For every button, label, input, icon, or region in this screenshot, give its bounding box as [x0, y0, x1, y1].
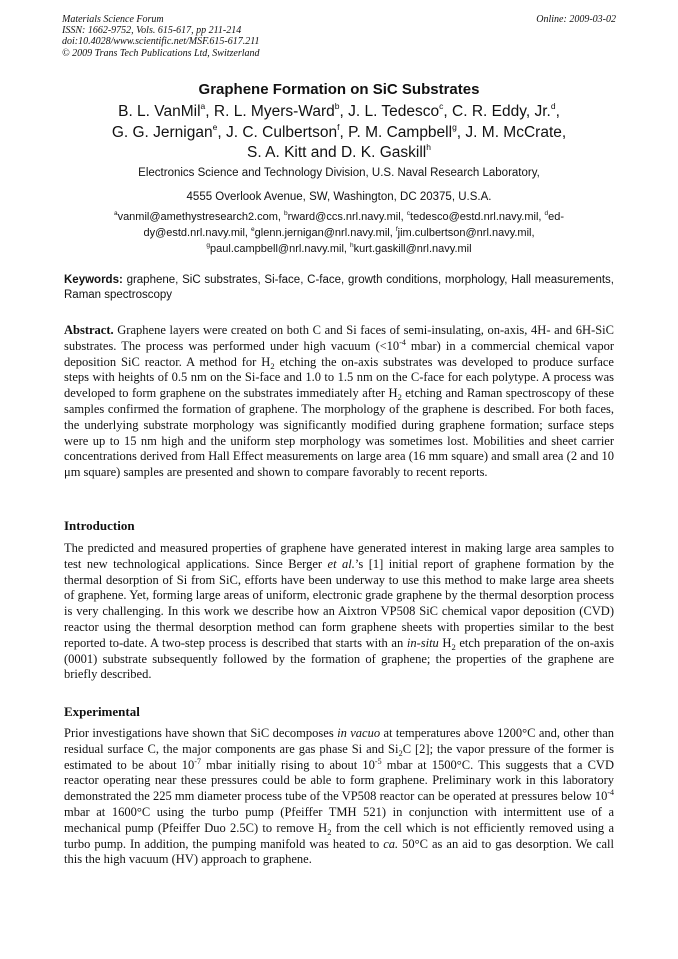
experimental-text: mbar initially rising to about 10 — [200, 757, 375, 772]
email-address: paul.campbell@nrl.navy.mil, — [210, 243, 347, 255]
affiliation-line-1: Electronics Science and Technology Division, U.S. Naval Research Laboratory, — [138, 167, 540, 179]
abstract-text: mbar) in a commercial chemical vapor deposition SiC reactor. A method for H — [64, 338, 614, 369]
experimental-subscript: 2 — [327, 826, 332, 837]
author: S. A. Kitt — [247, 144, 307, 161]
email-address: vanmil@amethystresearch2.com, — [117, 211, 281, 223]
affiliation-line-2: 4555 Overlook Avenue, SW, Washington, DC 20375, U.S.A. — [186, 191, 492, 203]
author-mark: g — [452, 121, 457, 132]
email-mark: f — [395, 226, 398, 233]
introduction-text: ’s [1] initial report of graphene formation by the thermal desorption of Si from SiC, efforts have been underway to use this method to make large area sheets of graphene. Yet, forming large areas of uniform, electronic grade graphene by the thermal desorption process is very challenging. In this work we describe how an Aixtron VP508 SiC chemical vapor deposition (CVD) reactor using the thermal desorption method can form graphene sheets with properties similar to the best reported to-date. A two-step process is described that starts with an — [64, 556, 614, 650]
journal-header — [62, 14, 616, 59]
introduction-text: etch preparation of the on-axis (0001) substrate subsequently followed by the formation of graphene; the properties of the graphene are briefly described. — [64, 635, 615, 682]
experimental-text: mbar at 1600°C using the turbo pump (Pfeiffer TMH 521) in conjunction with intermittent use of a mechanical pump (Pfeiffer Duo 2.5C) to remove H — [64, 804, 614, 835]
introduction-italic: et al. — [327, 556, 355, 571]
author: R. L. Myers-Ward — [213, 103, 335, 120]
keywords-block — [64, 273, 614, 303]
experimental-exponent: -4 — [607, 788, 614, 798]
copyright-line: © 2009 Trans Tech Publications Ltd, Switzerland — [62, 47, 260, 59]
experimental-text: C [2]; the vapor pressure of the former is estimated to be about 10 — [64, 741, 614, 772]
email-mark: c — [406, 210, 411, 217]
abstract-text: etching and Raman spectroscopy of these samples confirmed the formation of graphene. The morphology of the graphene is described. For both faces, the underlying substrate morphology was significantly modified during graphene formation; surface steps were up to 15 nm high and the uniform step morphology was sometimes lost. Mobilities and sheet carrier concentrations derived from Hall Effect measurements on large area (16 mm square) and small area (2 and 10 μm square) samples are presented and shown to compare favorably to recent reports. — [64, 386, 615, 480]
author: C. R. Eddy, Jr. — [452, 103, 551, 120]
experimental-subscript: 2 — [398, 747, 403, 758]
issn-line: ISSN: 1662-9752, Vols. 615-617, pp 211-214 — [62, 25, 242, 37]
introduction-paragraph — [64, 541, 614, 683]
abstract-exponent: -4 — [399, 337, 406, 347]
introduction-subscript: 2 — [451, 641, 456, 652]
email-mark: b — [284, 210, 288, 217]
author-mark: c — [439, 101, 444, 111]
abstract-subscript: 2 — [397, 392, 402, 403]
experimental-text: from the cell which is not efficiently removed using a turbo pump. In addition, the pumping manifold was heated to — [64, 820, 614, 851]
author: J. C. Culbertson — [225, 123, 338, 141]
experimental-italic: ca. — [383, 836, 399, 851]
email-mark: g — [206, 242, 211, 249]
experimental-heading: Experimental — [64, 704, 140, 719]
abstract-text: Graphene layers were created on both C and Si faces of semi-insulating, on-axis, 4H- and 6H-SiC substrates. The process was performed under high vacuum (<10 — [64, 323, 614, 353]
email-mark: d — [544, 210, 549, 217]
author-mark: d — [550, 101, 556, 111]
author-mark: a — [200, 101, 206, 111]
online-date: Online: 2009-03-02 — [536, 14, 616, 25]
keywords-label: Keywords: — [64, 274, 123, 286]
email-address: glenn.jernigan@nrl.navy.mil, — [254, 227, 393, 239]
introduction-text: The predicted and measured properties of graphene have generated interest in making large area samples to test new technological applications. Since Berger — [64, 541, 614, 571]
author-conjunction: and — [310, 144, 337, 161]
journal-name: Materials Science Forum — [62, 14, 164, 25]
author-mark: b — [334, 101, 340, 111]
experimental-italic: in vacuo — [337, 726, 381, 740]
experimental-exponent: -7 — [194, 756, 201, 766]
email-address: jim.culbertson@nrl.navy.mil, — [397, 227, 535, 239]
author-mark: e — [212, 121, 218, 132]
email-address: kurt.gaskill@nrl.navy.mil — [353, 243, 472, 255]
abstract-paragraph — [64, 323, 614, 481]
experimental-text: mbar at 1500°C. This suggests that a CVD reactor operating near these pressures could be able to form graphene. Preliminary work in this laboratory demonstrated the 225 mm diameter process tube of the VP508 reactor can be operated at pressures below 10 — [64, 757, 614, 804]
introduction-text: H — [438, 635, 452, 650]
experimental-exponent: -5 — [374, 756, 382, 766]
author: B. L. VanMil — [118, 103, 201, 120]
doi-line: doi:10.4028/www.scientific.net/MSF.615-617.211 — [62, 36, 260, 48]
email-address: rward@ccs.nrl.navy.mil, — [287, 211, 404, 223]
experimental-text: 50°C as an aid to gas desorption. We call this the high vacuum (HV) approach to graphene. — [64, 836, 614, 867]
email-address: ed-dy@estd.nrl.navy.mil, — [143, 211, 565, 239]
abstract-subscript: 2 — [270, 360, 275, 371]
email-list — [64, 209, 614, 257]
author: G. G. Jernigan — [111, 123, 213, 141]
email-mark: a — [113, 210, 118, 217]
author: P. M. Campbell — [348, 123, 453, 141]
introduction-italic: in-situ — [406, 635, 439, 650]
email-mark: e — [251, 226, 255, 233]
abstract-label: Abstract. — [64, 323, 114, 337]
author-mark: f — [337, 121, 340, 132]
email-mark: h — [350, 242, 354, 249]
experimental-text: at temperatures above 1200°C and, other than residual surface C, the major components are gas phase Si and Si — [64, 726, 615, 756]
paper-title: Graphene Formation on SiC Substrates — [198, 81, 480, 98]
experimental-text: Prior investigations have shown that SiC decomposes — [64, 726, 338, 740]
abstract-text: etching the on-axis substrates was developed to produce surface steps with heights of 0.5 nm on the Si-face and 1.0 to 1.5 nm on the C-face for each polytype. A process was developed to form graphene on the substrates immediately after H — [64, 354, 614, 401]
author: J. L. Tedesco — [348, 103, 440, 120]
experimental-paragraph — [64, 726, 614, 868]
email-address: tedesco@estd.nrl.navy.mil, — [410, 211, 542, 223]
author: J. M. McCrate — [465, 123, 562, 141]
keywords-text: graphene, SiC substrates, Si-face, C-face, growth conditions, morphology, Hall measurements, Raman spectroscopy — [64, 274, 614, 301]
author: D. K. Gaskill — [340, 144, 427, 161]
author-mark: h — [426, 142, 431, 152]
author-list: B. L. VanMil$^a$, R. L. Myers-Ward$^b$, J. L. Tedesco$^c$, C. R. Eddy, Jr.$^d$, G. G. Jernigan$^e$, J. C. Culbertson$^f$, P. M. Campbell$^g$, J. M. McCrate, S. A. Kitt and D. K. Gaskill$^h$ — [111, 101, 567, 161]
introduction-heading: Introduction — [64, 518, 135, 533]
